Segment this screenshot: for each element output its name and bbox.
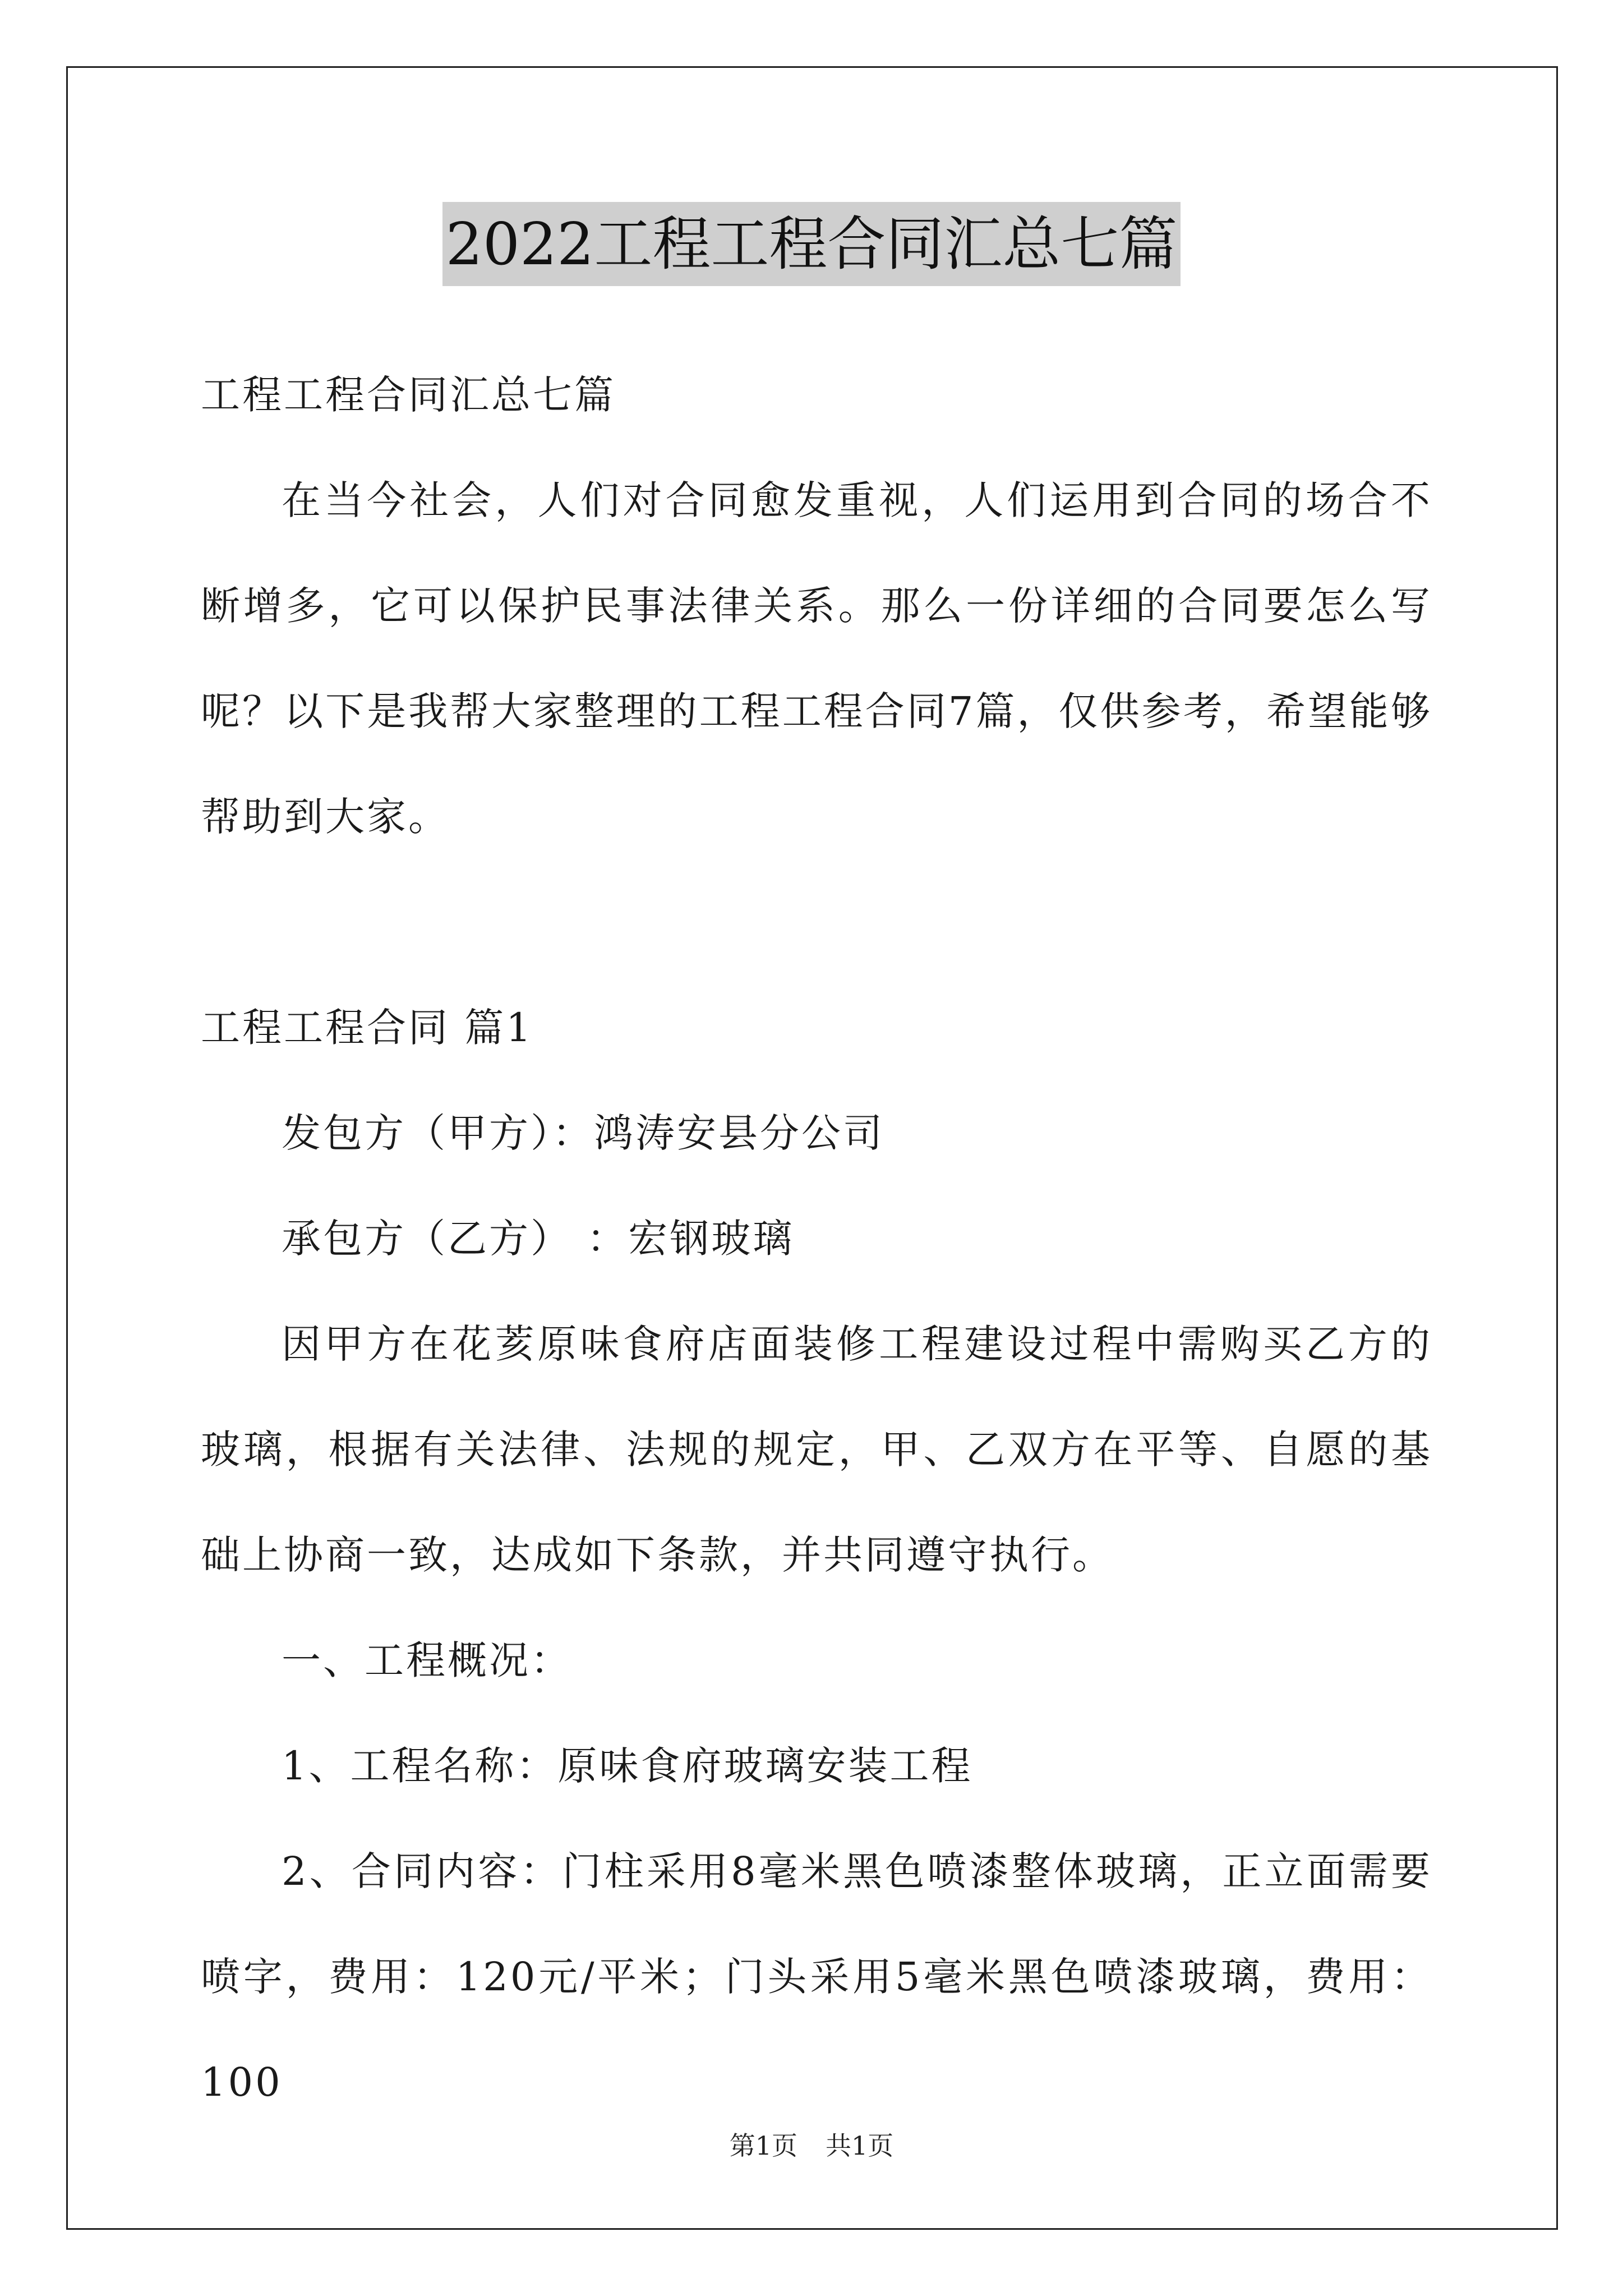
document-body [201,342,1432,2135]
title-container [0,202,1623,286]
section-heading: 工程工程合同 篇1 [201,1005,533,1051]
preamble-paragraph: 因甲方在花荄原味食府店面装修工程建设过程中需购买乙方的玻璃，根据有关法律、法规的规定，甲、乙双方在平等、自愿的基础上协商一致，达成如下条款，并共同遵守执行。 [201,1321,1432,1578]
intro-paragraph: 在当今社会，人们对合同愈发重视，人们运用到合同的场合不断增多，它可以保护民事法律关系。那么一份详细的合同要怎么写呢？以下是我帮大家整理的工程工程合同7篇，仅供参考，希望能够帮助到大家。 [201,477,1432,840]
clause-item-1: 1、工程名称：原味食府玻璃安装工程 [282,1743,973,1789]
clause-item-2: 2、合同内容：门柱采用8毫米黑色喷漆整体玻璃，正立面需要喷字，费用：120元/平米；门头采用5毫米黑色喷漆玻璃，费用：100 [201,1848,1432,2105]
party-a-paragraph: 发包方（甲方）：鸿涛安县分公司 [282,1110,884,1156]
page-number: 第1页 [729,2131,797,2161]
party-b-paragraph: 承包方（乙方） ：宏钢玻璃 [282,1216,795,1262]
document-title: 2022工程工程合同汇总七篇 [442,202,1181,286]
page-footer [0,2129,1623,2162]
clause-heading: 一、工程概况： [282,1637,572,1683]
page-total: 共1页 [826,2131,894,2161]
subtitle-paragraph: 工程工程合同汇总七篇 [201,372,616,418]
